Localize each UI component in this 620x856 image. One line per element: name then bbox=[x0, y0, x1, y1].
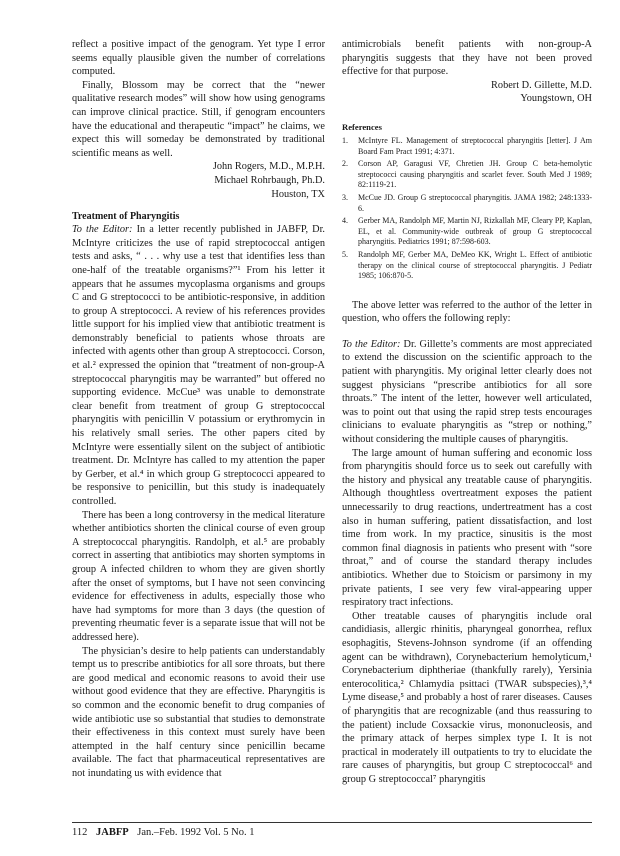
paragraph: reflect a positive impact of the genogram. Yet type I error seems equally plausible given the number of correlations computed. bbox=[72, 39, 325, 78]
page-number: 112 bbox=[72, 827, 88, 838]
signatory-location: Youngstown, OH bbox=[520, 93, 592, 105]
reference-text: McCue JD. Group G streptococcal pharyngitis. JAMA 1982; 248:1333-6. bbox=[358, 192, 592, 213]
paragraph: antimicrobials benefit patients with non-group-A pharyngitis suggests that they have not been proved effective for that purpose. bbox=[342, 39, 592, 78]
paragraph: The above letter was referred to the author of the letter in question, who offers the following reply: bbox=[342, 299, 592, 325]
reference-text: Gerber MA, Randolph MF, Martin NJ, Rizkallah MF, Cleary PP, Kaplan, EL, et al. Community-wide outbreak of group G streptococcal pharyngitis. Pediatrics 1991; 87:598-603. bbox=[358, 216, 592, 247]
reference-item bbox=[342, 193, 592, 214]
salutation: To the Editor: bbox=[342, 338, 401, 350]
reference-text: McIntyre FL. Management of streptococcal pharyngitis [letter]. J Am Board Fam Pract 1991; 4:371. bbox=[358, 135, 592, 156]
paragraph: There has been a long controversy in the medical literature whether antibiotics shorten the clinical course of even group A streptococcal pharyngitis. Randolph, et al.⁵ are probably correct in asserting that antibiotics may shorten symptoms in group A infected children to whom they are given shortly after the onset of symptoms, but I have not seen convincing evidence for effectiveness in adults, especially those who have had symptoms for more than 3 days (the question of preventing rheumatic fever is a separate issue that will not be addressed here). bbox=[72, 509, 325, 643]
salutation: To the Editor: bbox=[72, 224, 133, 236]
page-footer bbox=[72, 826, 254, 839]
signatory-location: Houston, TX bbox=[271, 188, 325, 200]
issue-info: Jan.–Feb. 1992 Vol. 5 No. 1 bbox=[137, 827, 255, 838]
signatory-name: Michael Rohrbaugh, Ph.D. bbox=[214, 174, 325, 186]
letter-paragraph bbox=[342, 338, 592, 447]
reference-number: 3. bbox=[342, 192, 348, 202]
paragraph: The physician’s desire to help patients can understandably tempt us to prescribe antibiotics for all sore throats, but there are good medical and economic reasons to avoid their use without good evidence that they are effective. Pharyngitis is so common and the economic benefit to drug companies of wide antibiotic use so substantial that studies to demonstrate their effectiveness in this context must surely have been attempted in the half century since penicillin became available. The fact that pharmaceutical representatives are not inundating us with evidence that bbox=[72, 645, 325, 779]
paragraph: The large amount of human suffering and economic loss from pharyngitis should force us to seek out carefully with the history and physical any treatable cause of pharyngitis. Although thoughtless overtreatment exposes the patient unnecessarily to drug reactions, undertreatment has a cost also in human suffering, patient dissatisfaction, and lost time from work. In my practice, sinusitis is the most common final diagnosis in patients who present with “sore throat,” and of course the standard therapy includes antibiotics. Whether due to Stoicism or parsimony in my private patients, I see very few viral-appearing upper respiratory tract infections. bbox=[342, 447, 592, 609]
signature-block bbox=[342, 79, 592, 106]
reference-item bbox=[342, 159, 592, 191]
signatory-name: John Rogers, M.D., M.P.H. bbox=[212, 161, 325, 173]
reference-text: Corson AP, Garagusi VF, Chretien JH. Group C beta-hemolytic streptococci causing pharyngitis and scarlet fever. South Med J 1989; 82:1119-21. bbox=[358, 159, 592, 190]
reference-item bbox=[342, 216, 592, 248]
signatory-name: Robert D. Gillette, M.D. bbox=[491, 79, 592, 91]
reference-item bbox=[342, 250, 592, 282]
reference-list bbox=[342, 136, 592, 282]
journal-name: JABFP bbox=[96, 827, 129, 838]
left-column bbox=[72, 38, 325, 780]
references-heading: References bbox=[342, 121, 382, 132]
reference-number: 1. bbox=[342, 135, 348, 145]
reference-number: 5. bbox=[342, 249, 348, 259]
right-column bbox=[342, 38, 592, 786]
reference-item bbox=[342, 136, 592, 157]
reference-number: 4. bbox=[342, 216, 348, 226]
section-heading: Treatment of Pharyngitis bbox=[72, 211, 180, 223]
letter-paragraph bbox=[72, 223, 325, 508]
reference-number: 2. bbox=[342, 159, 348, 169]
footer-divider bbox=[72, 822, 592, 823]
paragraph: Other treatable causes of pharyngitis include oral candidiasis, allergic rhinitis, pharyngeal gonorrhea, reflux esophagitis, Stevens-Johnson syndrome (if an offending agent can be withdrawn), Corynebacterium hemolyticum,¹ Corynebacterium diphtheriae (thankfully rarely), Yersinia enterocolitica,² Chlamydia psittaci (TWAR subspecies),³,⁴ Lyme disease,⁵ and probably a host of rarer diseases. Causes of pharyngitis that are recognizable (and thus reassuring to the patient) include Coxsackie virus, mononucleosis, and the primary attack of herpes simplex type I. It is not practical in moderately ill outpatients to try to elucidate the rare causes of pharyngitis, but group C streptococcal⁶ and group G streptococcal⁷ pharyngitis bbox=[342, 610, 592, 785]
signature-block bbox=[72, 160, 325, 201]
paragraph: Finally, Blossom may be correct that the “newer qualitative research modes” will show how using genograms can improve clinical practice. Still, if genogram encounters have the educational and therapeutic “impact” he claims, we expect this will someday be demonstrated by traditional scientific means as well. bbox=[72, 79, 325, 159]
letter-body: Dr. Gillette’s comments are most appreciated to extend the discussion on the scientific approach to the patient with pharyngitis. My original letter clearly does not suggest physicians “prescribe antibiotics for all sore throats.” The intent of the letter, however well articulated, was to point out that using the rapid strep tests encourages clinicians to evaluate pharyngitis as “strep or nothing,” without considering the multiple causes of pharyngitis. bbox=[342, 338, 593, 446]
spacer bbox=[342, 326, 592, 338]
spacer bbox=[342, 284, 592, 299]
reference-text: Randolph MF, Gerber MA, DeMeo KK, Wright L. Effect of antibiotic therapy on the clinical course of streptococcal pharyngitis. J Pediatr 1985; 106:870-5. bbox=[358, 249, 592, 281]
letter-body: In a letter recently published in JABFP, Dr. McIntyre criticizes the use of rapid streptococcal antigen tests and asks, “ . . . why use a test that identifies less than one-half of the treatable organisms?”¹ From his letter it appears that he assumes mycoplasma organisms and groups C and G streptococci to be antibiotic-responsive, in addition to group A streptococci. A review of his references provides little support for his implied view that antibiotic treatment is demonstrably beneficial to patients whose throats are infected with agents other than group A streptococci. Corson, et al.² expressed the opinion that “treatment of non-group-A streptococcal pharyngitis may be warranted” but offered no supporting evidence. McCue³ was unable to demonstrate clear benefit from treatment of group G streptococcal pharyngitis with penicillin V potassium or erythromycin in his relatively small series. The other papers cited by McIntyre were essentially silent on the subject of antibiotic treatment. Dr. McIntyre has called to my attention the paper by Gerber, et al.⁴ in which group G streptococci appeared to be responsive to penicillin, but this study is inadequately controlled. bbox=[72, 224, 326, 507]
